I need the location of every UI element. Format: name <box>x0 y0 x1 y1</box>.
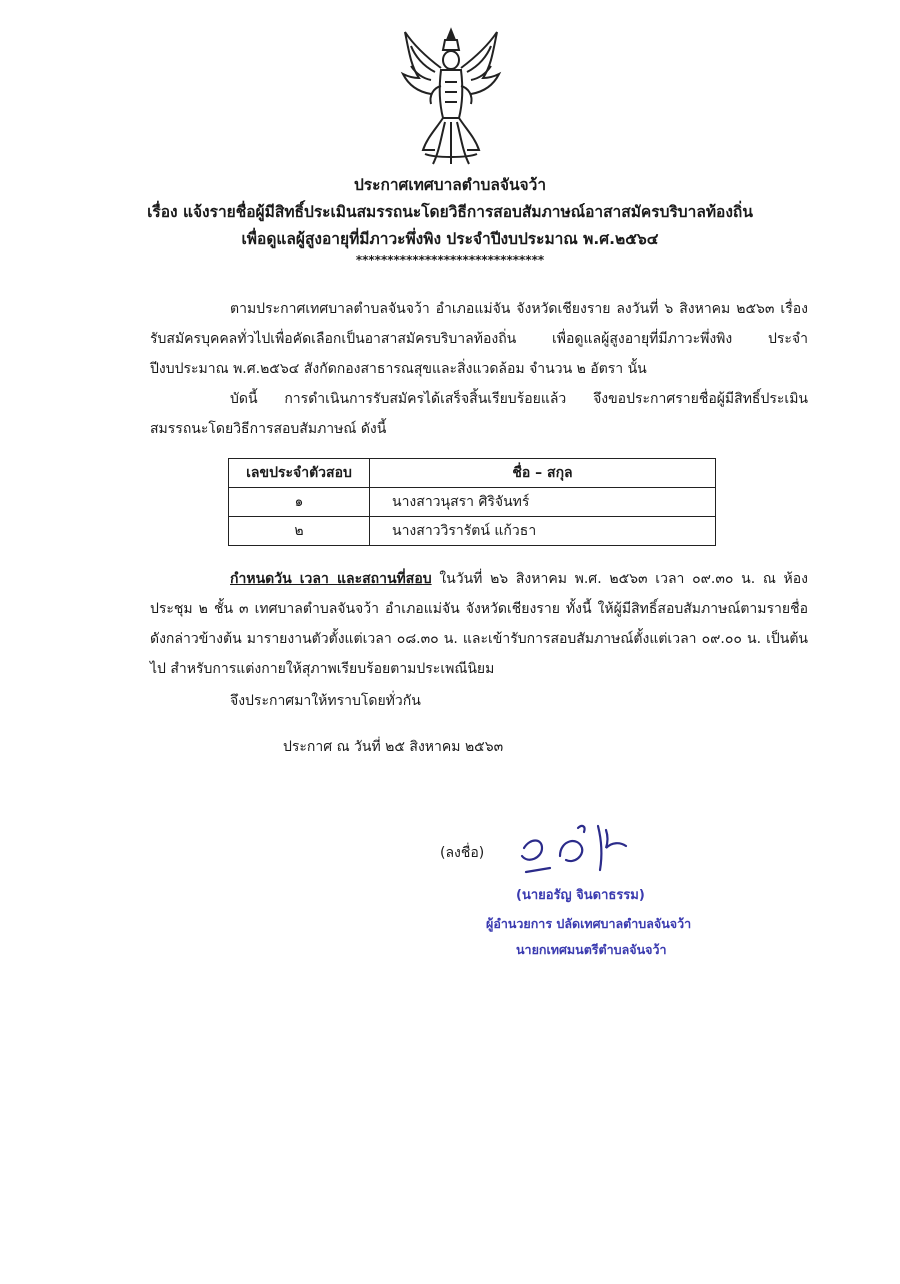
schedule-heading: กำหนดวัน เวลา และสถานที่สอบ <box>230 571 432 587</box>
announcement-header <box>0 172 900 267</box>
exam-number-cell: ๒ <box>229 517 370 546</box>
full-name-cell: นางสาวนุสรา ศิริจันทร์ <box>370 488 716 517</box>
paragraph-1: ตามประกาศเทศบาลตำบลจันจว้า อำเภอแม่จัน จังหวัดเชียงราย ลงวันที่ ๖ สิงหาคม ๒๕๖๓ เรื่อง รับสมัครบุคคลทั่วไปเพื่อคัดเลือกเป็นอาสาสมัครบริบาลท้องถิ่น เพื่อดูแลผู้สูงอายุที่มีภาวะพึ่งพิง ประจำปีงบประมาณ พ.ศ.๒๕๖๔ สังกัดกองสาธารณสุขและสิ่งแวดล้อม จำนวน ๒ อัตรา นั้น <box>150 301 808 377</box>
full-name-cell: นางสาววิรารัตน์ แก้วธา <box>370 517 716 546</box>
header-exam-number: เลขประจำตัวสอบ <box>229 459 370 488</box>
closing-line: จึงประกาศมาให้ทราบโดยทั่วกัน <box>230 693 421 709</box>
candidate-table <box>228 458 716 546</box>
handwritten-signature <box>516 820 636 880</box>
announcement-title: ประกาศเทศบาลตำบลจันจว้า <box>353 176 547 194</box>
header-separator: ****************************** <box>355 253 545 267</box>
garuda-emblem-icon <box>395 26 507 168</box>
signature-label: (ลงชื่อ) <box>440 845 485 861</box>
table-header-row <box>229 459 716 488</box>
subject-line-1: เรื่อง แจ้งรายชื่อผู้มีสิทธิ์ประเมินสมรรถนะโดยวิธีการสอบสัมภาษณ์อาสาสมัครบริบาลท้องถิ่น <box>147 203 753 221</box>
announce-date: ประกาศ ณ วันที่ ๒๕ สิงหาคม ๒๕๖๓ <box>283 739 504 755</box>
subject-line-2: เพื่อดูแลผู้สูงอายุที่มีภาวะพึ่งพิง ประจำปีงบประมาณ พ.ศ.๒๕๖๔ <box>241 230 659 248</box>
stamp-name: (นายอรัญ จินดาธรรม) <box>516 888 645 903</box>
paragraph-3 <box>150 564 808 684</box>
table-row <box>229 517 716 546</box>
stamp-position-2: นายกเทศมนตรีตำบลจันจว้า <box>516 942 667 957</box>
header-full-name: ชื่อ – สกุล <box>370 459 716 488</box>
paragraph-2: บัดนี้ การดำเนินการรับสมัครได้เสร็จสิ้นเรียบร้อยแล้ว จึงขอประกาศรายชื่อผู้มีสิทธิ์ประเมินสมรรถนะโดยวิธีการสอบสัมภาษณ์ ดังนี้ <box>150 391 808 437</box>
table-row <box>229 488 716 517</box>
stamp-position-1: ผู้อำนวยการ ปลัดเทศบาลตำบลจันจว้า <box>486 916 692 931</box>
exam-number-cell: ๑ <box>229 488 370 517</box>
schedule-text: ในวันที่ ๒๖ สิงหาคม พ.ศ. ๒๕๖๓ เวลา ๐๙.๓๐ น. ณ ห้องประชุม ๒ ชั้น ๓ เทศบาลตำบลจันจว้า อำเภอแม่จัน จังหวัดเชียงราย ทั้งนี้ ให้ผู้มีสิทธิ์สอบสัมภาษณ์ตามรายชื่อดังกล่าวข้างต้น มารายงานตัวตั้งแต่เวลา ๐๘.๓๐ น. และเข้ารับการสอบสัมภาษณ์ตั้งแต่เวลา ๐๙.๐๐ น. เป็นต้นไป สำหรับการแต่งกายให้สุภาพเรียบร้อยตามประเพณีนิยม <box>150 571 808 677</box>
